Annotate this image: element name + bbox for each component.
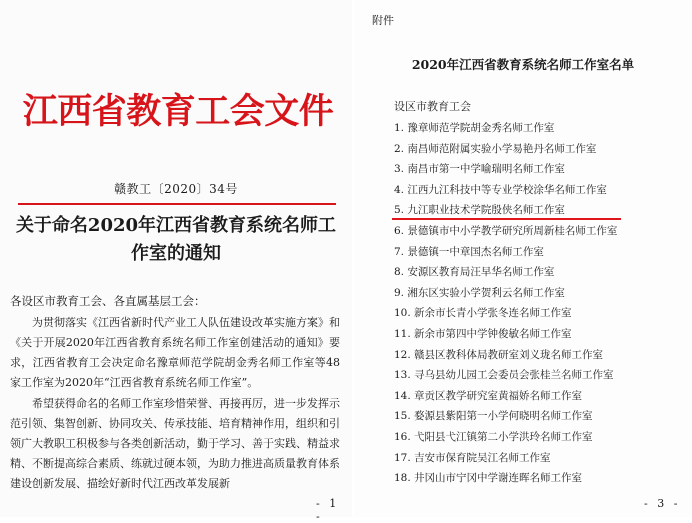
list-item: 17. 吉安市保育院吴江名师工作室 — [394, 451, 551, 464]
list-item: 9. 湘东区实验小学贺利云名师工作室 — [394, 286, 565, 299]
list-title: 2020年江西省教育系统名师工作室名单 — [411, 57, 635, 72]
list-item: 4. 江西九江科技中等专业学校涂华名师工作室 — [394, 183, 607, 196]
studio-list — [394, 118, 617, 489]
attachment-label: 附件 — [372, 14, 394, 27]
attachment-page-3 — [354, 0, 692, 517]
list-item-highlighted: 5. 九江职业技术学院殷侠名师工作室 — [394, 200, 617, 221]
list-item: 1. 豫章师范学院胡金秀名师工作室 — [394, 122, 555, 134]
list-item: 11. 新余市第四中学钟俊敏名师工作室 — [394, 327, 572, 340]
page-number: - 3 - — [644, 497, 681, 510]
list-item: 16. 弋阳县弋江镇第二小学洪玲名师工作室 — [394, 430, 593, 443]
section-heading: 设区市教育工会 — [394, 100, 471, 113]
list-item: 13. 寻乌县幼儿园工会委员会张桂兰名师工作室 — [394, 369, 614, 382]
page-number: - 1 - — [316, 497, 340, 523]
body-paragraph: 为贯彻落实《江西省新时代产业工人队伍建设改革实施方案》和《关于开展2020年江西省教育系统名师工作室创建活动的通知》要求，江西省教育工会决定命名豫章师范学院胡金秀名师工作室等48家工作室为2020年“江西省教育系统名师工作室”。 — [10, 316, 340, 389]
list-item: 10. 新余市长青小学张冬连名师工作室 — [394, 307, 572, 320]
document-header: 江西省教育工会文件 — [22, 92, 334, 132]
list-item: 15. 婺源县紫阳第一小学何晓明名师工作室 — [394, 410, 593, 423]
list-item: 6. 景德镇市中小学教学研究所周新桂名师工作室 — [394, 224, 618, 237]
document-number: 赣教工〔2020〕34号 — [114, 182, 238, 196]
list-item: 3. 南昌市第一中学喻瑞明名师工作室 — [394, 163, 565, 176]
red-divider-line — [18, 203, 336, 205]
list-item: 14. 章贡区教学研究室黄福娇名师工作室 — [394, 389, 583, 402]
salutation: 各设区市教育工会、各直属基层工会： — [10, 294, 206, 308]
list-item: 12. 赣县区教科体局教研室刘义珑名师工作室 — [394, 348, 604, 361]
list-item: 18. 井冈山市宁冈中学谢连晖名师工作室 — [394, 472, 583, 485]
list-item: 7. 景德镇一中章国杰名师工作室 — [394, 245, 544, 258]
list-item: 2. 南昌师范附属实验小学易艳丹名师工作室 — [394, 142, 597, 155]
list-item: 8. 安源区教育局汪早华名师工作室 — [394, 266, 555, 279]
notice-title: 关于命名2020年江西省教育系统名师工作室的通知 — [15, 215, 337, 264]
body-paragraph: 希望获得命名的名师工作室珍惜荣誉、再接再厉，进一步发挥示范引领、集智创新、协同攻关、传承技能、培育精神作用，组织和引领广大教职工积极参与各类创新活动，勤于学习、善于实践、精益求精、不断提高综合素质、练就过硬本领，为助力推进高质量教育体系建设创新发展、描绘好新时代江西改革发展新 — [10, 397, 340, 490]
